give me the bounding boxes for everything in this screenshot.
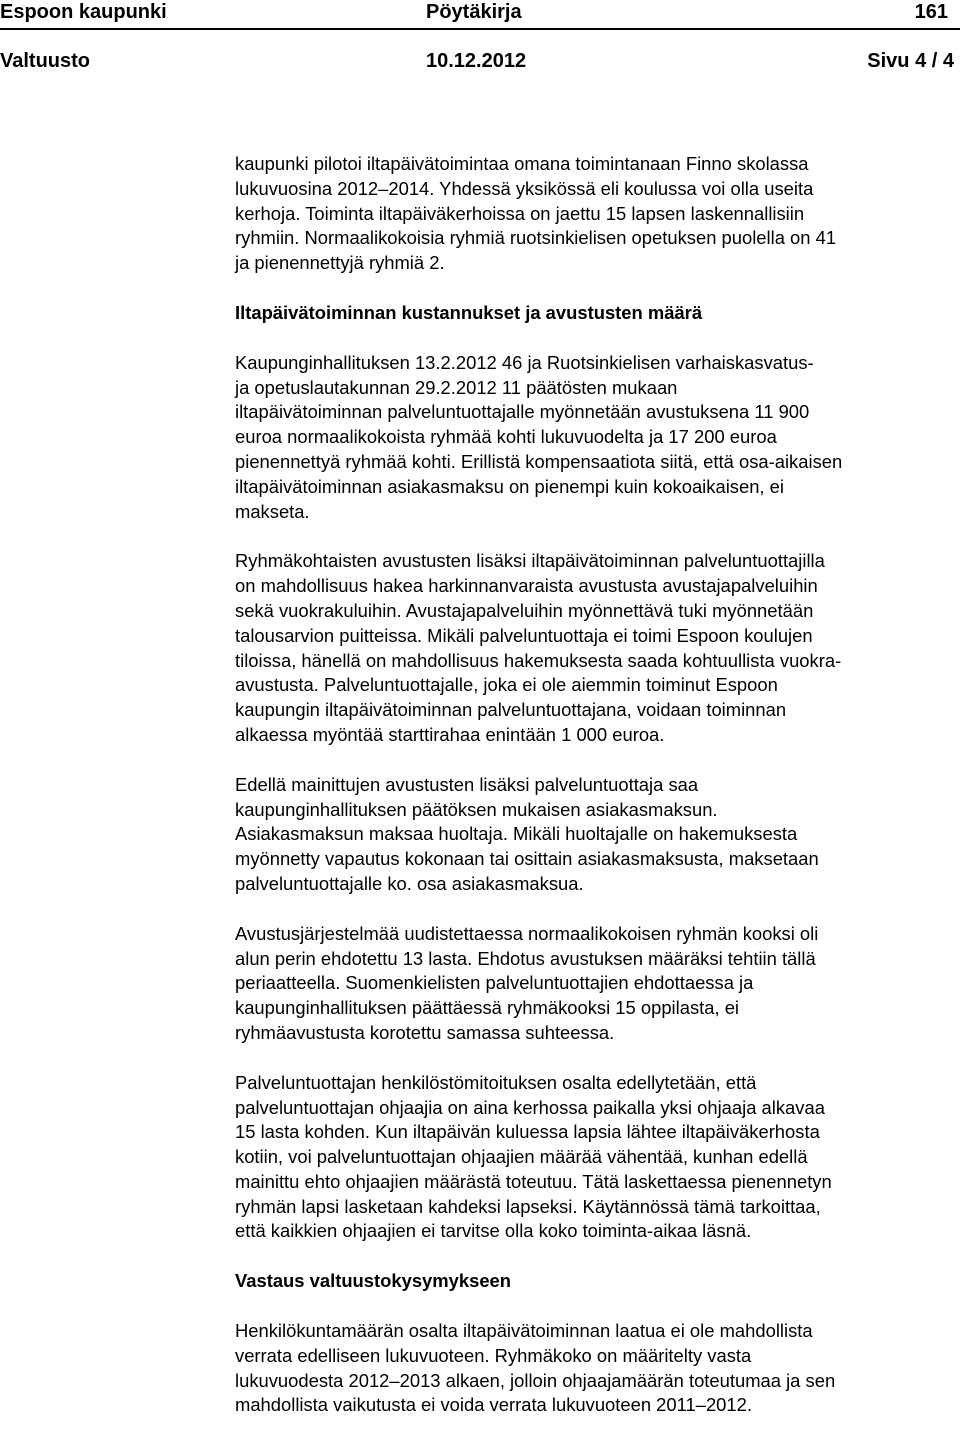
text-line: tiloissa, hänellä on mahdollisuus hakemuksesta saada kohtuullista vuokra-: [235, 649, 842, 671]
text-line: sekä vuokrakuluihin. Avustajapalveluihin myönnettävä tuki myönnetään: [235, 599, 814, 621]
paragraph-6: [235, 1071, 955, 1245]
text-line: Asiakasmaksun maksaa huoltaja. Mikäli huoltajalle on hakemuksesta: [235, 823, 798, 845]
header-date: 10.12.2012: [426, 50, 527, 72]
paragraph-2: [235, 351, 955, 525]
section-heading-answer: Vastaus valtuustokysymykseen: [235, 1270, 512, 1292]
text-line: myönnetty vapautus kokonaan tai osittain asiakasmaksusta, maksetaan: [235, 848, 819, 870]
text-line: iltapäivätoiminnan asiakasmaksu on pienempi kuin kokoaikaisen, ei: [235, 475, 784, 497]
header-doc-type: Pöytäkirja: [426, 1, 522, 23]
text-line: kaupunginhallituksen päättäessä ryhmäkooksi 15 oppilasta, ei: [235, 997, 740, 1019]
text-line: ryhmäavustusta korotettu samassa suhteessa.: [235, 1021, 615, 1043]
paragraph-3: [235, 549, 955, 747]
text-line: alkaessa myöntää starttirahaa enintään 1 000 euroa.: [235, 723, 665, 745]
text-line: iltapäivätoiminnan palveluntuottajalle myönnetään avustuksena 11 900: [235, 401, 810, 423]
text-line: on mahdollisuus hakea harkinnanvaraista avustusta avustajapalveluihin: [235, 575, 818, 597]
header-page: Sivu 4 / 4: [867, 50, 954, 72]
text-line: palveluntuottajan ohjaajia on aina kerhossa paikalla yksi ohjaaja alkavaa: [235, 1096, 825, 1118]
section-heading-costs: Iltapäivätoiminnan kustannukset ja avustusten määrä: [235, 301, 703, 323]
text-line: Ryhmäkohtaisten avustusten lisäksi iltapäivätoiminnan palveluntuottajilla: [235, 550, 825, 572]
header-section-number: 161: [914, 1, 948, 23]
text-line: pienennettyä ryhmää kohti. Erillistä kompensaatiota siitä, että osa-aikaisen: [235, 450, 843, 472]
text-line: euroa normaalikokoista ryhmää kohti lukuvuodelta ja 17 200 euroa: [235, 426, 777, 448]
text-line: Edellä mainittujen avustusten lisäksi palveluntuottaja saa: [235, 773, 699, 795]
document-body: [235, 152, 955, 1418]
text-line: ryhmän lapsi lasketaan kahdeksi lapseksi. Käytännössä tämä tarkoittaa,: [235, 1195, 821, 1217]
text-line: Henkilökuntamäärän osalta iltapäivätoiminnan laatua ei ole mahdollista: [235, 1320, 813, 1342]
text-line: kaupunginhallituksen päätöksen mukaisen asiakasmaksun.: [235, 798, 718, 820]
text-line: ja pienennettyjä ryhmiä 2.: [235, 252, 445, 274]
text-line: Palveluntuottajan henkilöstömitoituksen osalta edellytetään, että: [235, 1071, 757, 1093]
text-line: kotiin, voi palveluntuottajan ohjaajien määrää vähentää, kunhan edellä: [235, 1146, 808, 1168]
text-line: että kaikkien ohjaajien ei tarvitse olla koko toiminta-aikaa läsnä.: [235, 1220, 752, 1242]
text-line: Avustusjärjestelmää uudistettaessa normaalikokoisen ryhmän kooksi oli: [235, 922, 819, 944]
text-line: makseta.: [235, 500, 310, 522]
paragraph-4: [235, 773, 955, 897]
text-line: avustusta. Palveluntuottajalle, joka ei ole aiemmin toiminut Espoon: [235, 674, 778, 696]
text-line: ja opetuslautakunnan 29.2.2012 11 päätösten mukaan: [235, 376, 678, 398]
text-line: mahdollista vaikutusta ei voida verrata lukuvuoteen 2011–2012.: [235, 1394, 752, 1416]
paragraph-5: [235, 922, 955, 1046]
paragraph-7: [235, 1319, 955, 1418]
text-line: kerhoja. Toiminta iltapäiväkerhoissa on jaettu 15 lapsen laskennallisiin: [235, 202, 805, 224]
text-line: ryhmiin. Normaalikokoisia ryhmiä ruotsinkielisen opetuksen puolella on 41: [235, 227, 837, 249]
header-body: Valtuusto: [0, 50, 91, 72]
text-line: 15 lasta kohden. Kun iltapäivän kuluessa lapsia lähtee iltapäiväkerhosta: [235, 1121, 820, 1143]
header-rule: [0, 28, 960, 30]
paragraph-1: [235, 152, 955, 276]
text-line: palveluntuottajalle ko. osa asiakasmaksua.: [235, 872, 584, 894]
text-line: lukuvuodesta 2012–2013 alkaen, jolloin ohjaajamäärän toteutumaa ja sen: [235, 1369, 836, 1391]
text-line: verrata edelliseen lukuvuoteen. Ryhmäkoko on määritelty vasta: [235, 1344, 752, 1366]
header-org: Espoon kaupunki: [0, 1, 167, 23]
text-line: kaupunki pilotoi iltapäivätoimintaa omana toimintanaan Finno skolassa: [235, 153, 809, 174]
text-line: lukuvuosina 2012–2014. Yhdessä yksikössä eli koulussa voi olla useita: [235, 177, 814, 199]
text-line: kaupungin iltapäivätoiminnan palveluntuottajana, voidaan toiminnan: [235, 699, 787, 721]
text-line: talousarvion puitteissa. Mikäli palveluntuottaja ei toimi Espoon koulujen: [235, 624, 813, 646]
text-line: Kaupunginhallituksen 13.2.2012 46 ja Ruotsinkielisen varhaiskasvatus-: [235, 351, 814, 373]
text-line: alun perin ehdotettu 13 lasta. Ehdotus avustuksen määräksi tehtiin tällä: [235, 947, 816, 969]
text-line: mainittu ehto ohjaajien määrästä toteutuu. Tätä laskettaessa pienennetyn: [235, 1170, 832, 1192]
text-line: periaatteella. Suomenkielisten palveluntuottajien ehdottaessa ja: [235, 972, 754, 994]
